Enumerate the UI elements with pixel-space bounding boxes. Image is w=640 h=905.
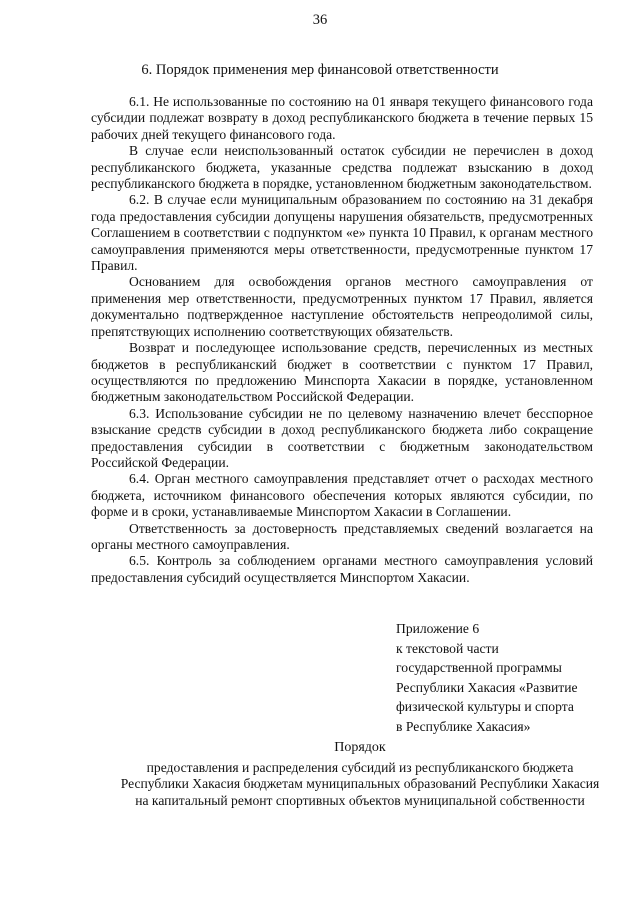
paragraph-6-2-exemption: Основанием для освобождения органов местного самоуправления от применения мер ответственности, предусмотренных пунктом 17 Правил, является документально подтвержденное наступление обстоятельств непреодолимой силы, препятствующих исполнению соответствующих обязательств. <box>91 274 593 339</box>
appendix-line: Республики Хакасия «Развитие <box>396 679 578 695</box>
appendix-line: в Республике Хакасия» <box>396 718 531 734</box>
paragraph-6-5: 6.5. Контроль за соблюдением органами местного самоуправления условий предоставления субсидий осуществляется Минспортом Хакасии. <box>91 553 593 585</box>
order-heading <box>60 740 640 809</box>
order-subtitle-line: предоставления и распределения субсидий из республиканского бюджета <box>146 759 574 775</box>
paragraph-6-1-recovery: В случае если неиспользованный остаток субсидии не перечислен в доход республиканского бюджета, указанные средства подлежат взысканию в доход республиканского бюджета в порядке, установленном бюджетным законодательством. <box>91 143 593 192</box>
paragraph-6-2: 6.2. В случае если муниципальным образованием по состоянию на 31 декабря года предоставления субсидии допущены нарушения обязательств, предусмотренных Соглашением в соответствии с подпунктом «е» пункта 10 Правил, к органам местного самоуправления применяются меры ответственности, предусмотренные пунктом 17 Правил. <box>91 192 593 274</box>
appendix-line: государственной программы <box>396 660 562 675</box>
appendix-line: физической культуры и спорта <box>396 699 574 714</box>
page-number: 36 <box>312 12 328 28</box>
appendix-line: к текстовой части <box>396 640 499 656</box>
paragraph-6-1: 6.1. Не использованные по состоянию на 01 января текущего финансового года субсидии подлежат возврату в доход республиканского бюджета в течение первых 15 рабочих дней текущего финансового года. <box>91 94 593 142</box>
order-subtitle-line: Республики Хакасия бюджетам муниципальных образований Республики Хакасия <box>120 776 600 791</box>
paragraph-6-4: 6.4. Орган местного самоуправления представляет отчет о расходах местного бюджета, источником финансового обеспечения которых являются субсидии, по форме и в сроки, устанавливаемые Минспортом Хакасии в Соглашении. <box>91 471 593 520</box>
section-body <box>91 94 593 586</box>
order-subtitle-line: на капитальный ремонт спортивных объектов муниципальной собственности <box>135 792 585 808</box>
appendix-line: Приложение 6 <box>396 621 480 636</box>
paragraph-6-2-return: Возврат и последующее использование средств, перечисленных из местных бюджетов в республиканский бюджет в соответствии с пунктом 17 Правил, осуществляются по предложению Минспорта Хакасии в порядке, установленном бюджетным законодательством Российской Федерации. <box>91 340 593 405</box>
appendix-header <box>396 619 606 736</box>
paragraph-6-4-responsibility: Ответственность за достоверность представляемых сведений возлагается на органы местного самоуправления. <box>91 520 593 552</box>
order-title: Порядок <box>334 740 386 755</box>
section-title: 6. Порядок применения мер финансовой ответственности <box>141 62 499 78</box>
paragraph-6-3: 6.3. Использование субсидии не по целевому назначению влечет бесспорное взыскание средств субсидии в доход республиканского бюджета либо сокращение предоставления субсидии в соответствии с бюджетным законодательством Российской Федерации. <box>91 405 593 470</box>
